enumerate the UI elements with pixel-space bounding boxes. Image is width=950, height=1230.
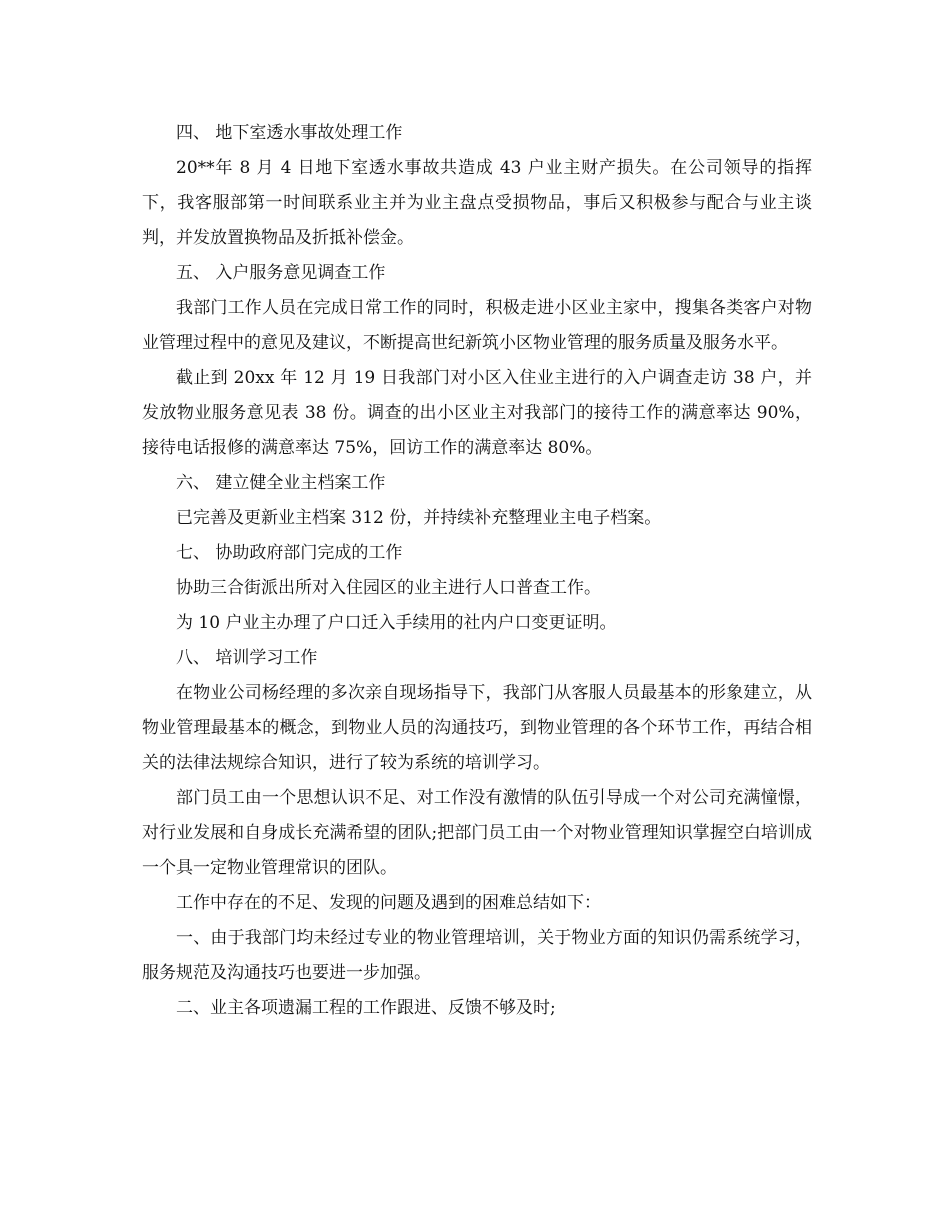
paragraph-owner-archives: 已完善及更新业主档案 312 份，并持续补充整理业主电子档案。 — [176, 508, 662, 528]
paragraph-census-assistance: 协助三合街派出所对入住园区的业主进行人口普查工作。 — [176, 578, 601, 598]
paragraph-basement-flood: 20**年 8 月 4 日地下室透水事故共造成 43 户业主财产损失。在公司领导的指挥下，我客服部第一时间联系业主并为业主盘点受损物品，事后又积极参与配合与业主谈判，并发放置换物品及折抵补偿金。 — [142, 158, 812, 248]
section-heading-7: 七、 协助政府部门完成的工作 — [176, 543, 403, 563]
section-heading-4: 四、 地下室透水事故处理工作 — [176, 123, 403, 143]
paragraph-problems-intro: 工作中存在的不足、发现的问题及遇到的困难总结如下： — [176, 893, 601, 913]
paragraph-household-registration: 为 10 户业主办理了户口迁入手续用的社内户口变更证明。 — [176, 613, 617, 633]
document-body — [142, 116, 812, 1026]
paragraph-survey-results: 截止到 20xx 年 12 月 19 日我部门对小区入住业主进行的入户调查走访 38 户，并发放物业服务意见表 38 份。调查的出小区业主对我部门的接待工作的满意率达 90%，接待电话报修的满意率达 75%，回访工作的满意率达 80%。 — [142, 368, 812, 458]
section-heading-5: 五、 入户服务意见调查工作 — [176, 263, 386, 283]
section-heading-6: 六、 建立健全业主档案工作 — [176, 473, 386, 493]
paragraph-team-growth: 部门员工由一个思想认识不足、对工作没有激情的队伍引导成一个对公司充满憧憬，对行业发展和自身成长充满希望的团队;把部门员工由一个对物业管理知识掌握空白培训成一个具一定物业管理常识的团队。 — [142, 788, 812, 878]
paragraph-training-guidance: 在物业公司杨经理的多次亲自现场指导下，我部门从客服人员最基本的形象建立，从物业管理最基本的概念，到物业人员的沟通技巧，到物业管理的各个环节工作，再结合相关的法律法规综合知识，进行了较为系统的培训学习。 — [142, 683, 812, 773]
paragraph-collect-feedback: 我部门工作人员在完成日常工作的同时，积极走进小区业主家中，搜集各类客户对物业管理过程中的意见及建议，不断提高世纪新筑小区物业管理的服务质量及服务水平。 — [142, 298, 812, 353]
section-heading-8: 八、 培训学习工作 — [176, 648, 318, 668]
paragraph-problem-1: 一、由于我部门均未经过专业的物业管理培训，关于物业方面的知识仍需系统学习，服务规范及沟通技巧也要进一步加强。 — [142, 928, 812, 983]
paragraph-problem-2: 二、业主各项遗漏工程的工作跟进、反馈不够及时; — [176, 998, 556, 1018]
